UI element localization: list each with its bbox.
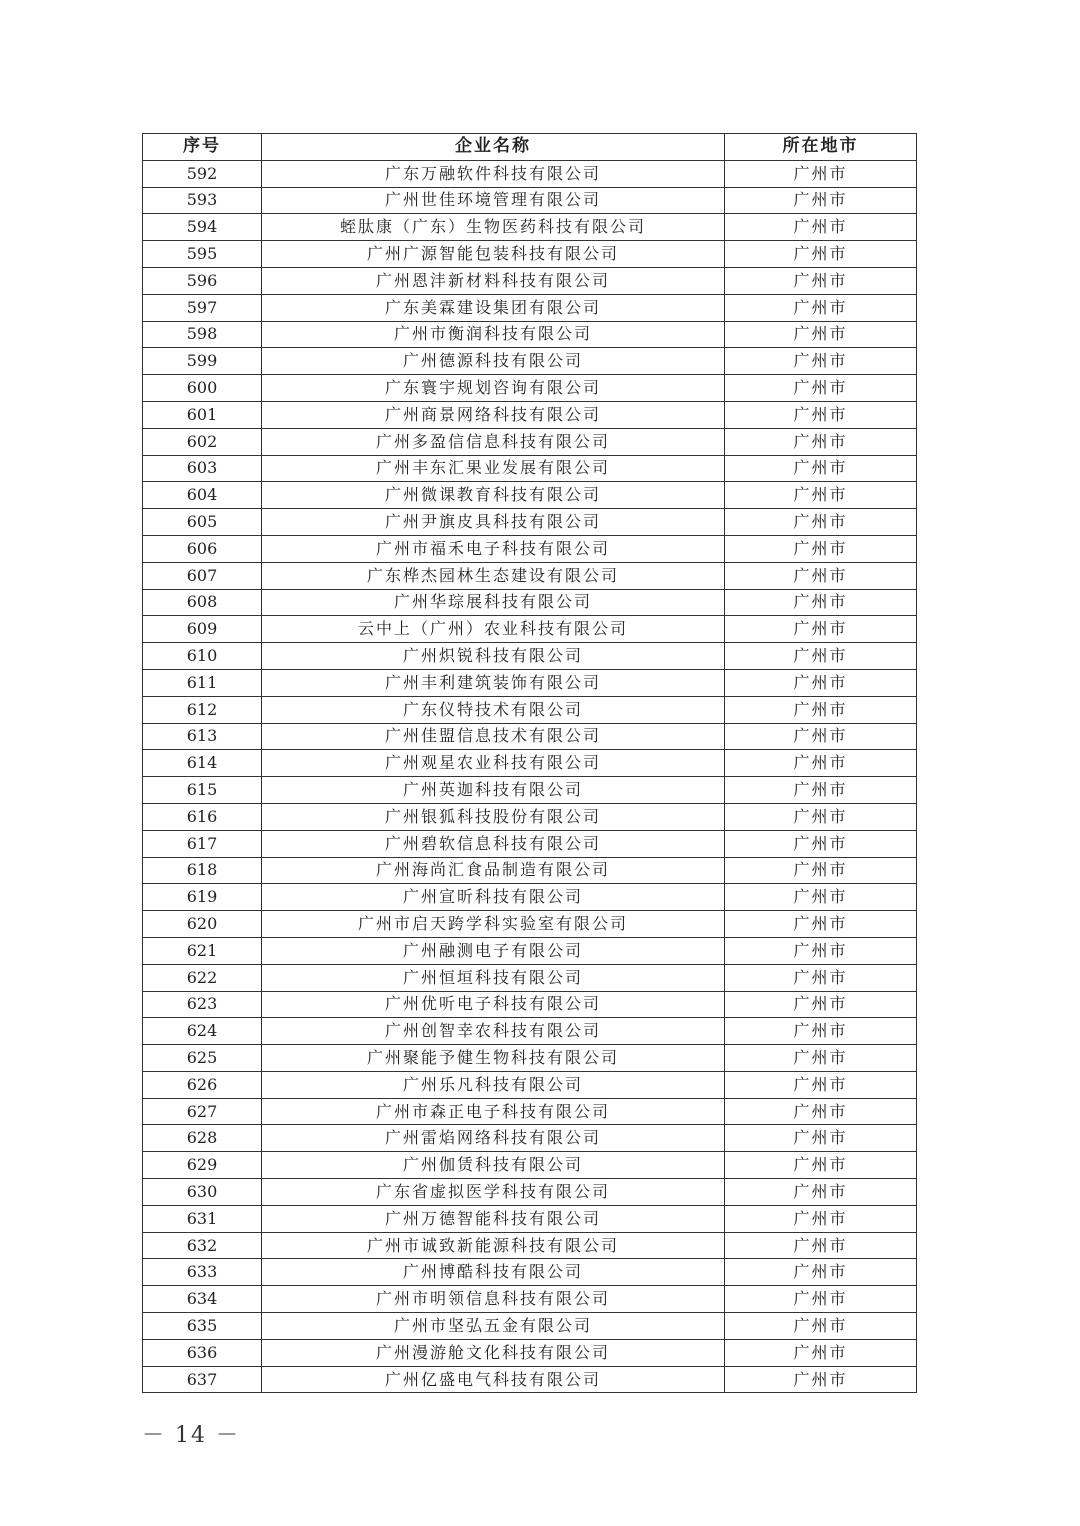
city-cell: 广州市 xyxy=(725,1232,917,1259)
table-row xyxy=(143,1018,917,1045)
table-row xyxy=(143,241,917,268)
company-name-cell: 广州乐凡科技有限公司 xyxy=(262,1071,725,1098)
company-name-cell: 广东仪特技术有限公司 xyxy=(262,696,725,723)
city-cell: 广州市 xyxy=(725,1286,917,1313)
table-row xyxy=(143,750,917,777)
company-name-cell: 广州市福禾电子科技有限公司 xyxy=(262,535,725,562)
company-name-cell: 广州万德智能科技有限公司 xyxy=(262,1205,725,1232)
seq-cell: 607 xyxy=(143,562,262,589)
seq-cell: 603 xyxy=(143,455,262,482)
city-cell: 广州市 xyxy=(725,214,917,241)
seq-cell: 617 xyxy=(143,830,262,857)
city-cell: 广州市 xyxy=(725,803,917,830)
company-name-cell: 蛭肽康（广东）生物医药科技有限公司 xyxy=(262,214,725,241)
seq-cell: 630 xyxy=(143,1179,262,1206)
city-cell: 广州市 xyxy=(725,937,917,964)
seq-cell: 625 xyxy=(143,1045,262,1072)
company-name-cell: 广州恒垣科技有限公司 xyxy=(262,964,725,991)
company-list-table xyxy=(142,133,917,1393)
company-name-cell: 广州恩沣新材料科技有限公司 xyxy=(262,267,725,294)
table-row xyxy=(143,696,917,723)
table-row xyxy=(143,1232,917,1259)
company-name-cell: 广东万融软件科技有限公司 xyxy=(262,160,725,187)
table-row xyxy=(143,1286,917,1313)
table-row xyxy=(143,321,917,348)
table-row xyxy=(143,482,917,509)
city-cell: 广州市 xyxy=(725,1098,917,1125)
table-row xyxy=(143,991,917,1018)
city-cell: 广州市 xyxy=(725,267,917,294)
company-name-cell: 广州海尚汇食品制造有限公司 xyxy=(262,857,725,884)
city-cell: 广州市 xyxy=(725,1125,917,1152)
company-name-cell: 广州碧软信息科技有限公司 xyxy=(262,830,725,857)
seq-cell: 599 xyxy=(143,348,262,375)
city-cell: 广州市 xyxy=(725,857,917,884)
seq-cell: 611 xyxy=(143,669,262,696)
table-row xyxy=(143,455,917,482)
seq-cell: 598 xyxy=(143,321,262,348)
seq-cell: 632 xyxy=(143,1232,262,1259)
header-city: 所在地市 xyxy=(725,134,917,161)
company-name-cell: 广州尹旗皮具科技有限公司 xyxy=(262,509,725,536)
table-row xyxy=(143,857,917,884)
table-row xyxy=(143,535,917,562)
company-name-cell: 广州漫游舱文化科技有限公司 xyxy=(262,1339,725,1366)
seq-cell: 594 xyxy=(143,214,262,241)
company-name-cell: 广州融测电子有限公司 xyxy=(262,937,725,964)
seq-cell: 605 xyxy=(143,509,262,536)
company-name-cell: 广州聚能予健生物科技有限公司 xyxy=(262,1045,725,1072)
table-header-row xyxy=(143,134,917,161)
seq-cell: 596 xyxy=(143,267,262,294)
city-cell: 广州市 xyxy=(725,884,917,911)
company-name-cell: 广州宣昕科技有限公司 xyxy=(262,884,725,911)
page-number: － 14 － xyxy=(142,1423,240,1448)
table-row xyxy=(143,1152,917,1179)
table-row xyxy=(143,643,917,670)
city-cell: 广州市 xyxy=(725,696,917,723)
table-row xyxy=(143,267,917,294)
city-cell: 广州市 xyxy=(725,294,917,321)
seq-cell: 634 xyxy=(143,1286,262,1313)
city-cell: 广州市 xyxy=(725,241,917,268)
city-cell: 广州市 xyxy=(725,160,917,187)
table-row xyxy=(143,348,917,375)
city-cell: 广州市 xyxy=(725,1179,917,1206)
city-cell: 广州市 xyxy=(725,1366,917,1393)
seq-cell: 628 xyxy=(143,1125,262,1152)
seq-cell: 612 xyxy=(143,696,262,723)
table-row xyxy=(143,937,917,964)
header-seq: 序号 xyxy=(143,134,262,161)
table-row xyxy=(143,1259,917,1286)
table-body xyxy=(143,160,917,1393)
seq-cell: 629 xyxy=(143,1152,262,1179)
table-row xyxy=(143,777,917,804)
seq-cell: 622 xyxy=(143,964,262,991)
company-name-cell: 广州亿盛电气科技有限公司 xyxy=(262,1366,725,1393)
seq-cell: 604 xyxy=(143,482,262,509)
company-name-cell: 广州微课教育科技有限公司 xyxy=(262,482,725,509)
seq-cell: 602 xyxy=(143,428,262,455)
city-cell: 广州市 xyxy=(725,1339,917,1366)
city-cell: 广州市 xyxy=(725,1205,917,1232)
table-row xyxy=(143,964,917,991)
seq-cell: 637 xyxy=(143,1366,262,1393)
city-cell: 广州市 xyxy=(725,723,917,750)
company-name-cell: 广东桦杰园林生态建设有限公司 xyxy=(262,562,725,589)
seq-cell: 624 xyxy=(143,1018,262,1045)
city-cell: 广州市 xyxy=(725,1045,917,1072)
company-name-cell: 云中上（广州）农业科技有限公司 xyxy=(262,616,725,643)
seq-cell: 618 xyxy=(143,857,262,884)
company-name-cell: 广州商景网络科技有限公司 xyxy=(262,401,725,428)
company-name-cell: 广州优听电子科技有限公司 xyxy=(262,991,725,1018)
city-cell: 广州市 xyxy=(725,1259,917,1286)
company-name-cell: 广州炽锐科技有限公司 xyxy=(262,643,725,670)
city-cell: 广州市 xyxy=(725,830,917,857)
company-name-cell: 广州佳盟信息技术有限公司 xyxy=(262,723,725,750)
company-name-cell: 广州广源智能包装科技有限公司 xyxy=(262,241,725,268)
seq-cell: 631 xyxy=(143,1205,262,1232)
seq-cell: 606 xyxy=(143,535,262,562)
city-cell: 广州市 xyxy=(725,187,917,214)
city-cell: 广州市 xyxy=(725,777,917,804)
seq-cell: 610 xyxy=(143,643,262,670)
company-name-cell: 广州英迦科技有限公司 xyxy=(262,777,725,804)
seq-cell: 593 xyxy=(143,187,262,214)
seq-cell: 601 xyxy=(143,401,262,428)
city-cell: 广州市 xyxy=(725,509,917,536)
company-name-cell: 广州市明领信息科技有限公司 xyxy=(262,1286,725,1313)
table-row xyxy=(143,1313,917,1340)
table-row xyxy=(143,1179,917,1206)
company-name-cell: 广州丰东汇果业发展有限公司 xyxy=(262,455,725,482)
seq-cell: 613 xyxy=(143,723,262,750)
company-name-cell: 广州雷焰网络科技有限公司 xyxy=(262,1125,725,1152)
company-name-cell: 广州创智幸农科技有限公司 xyxy=(262,1018,725,1045)
city-cell: 广州市 xyxy=(725,1313,917,1340)
city-cell: 广州市 xyxy=(725,348,917,375)
seq-cell: 620 xyxy=(143,911,262,938)
table-row xyxy=(143,1125,917,1152)
seq-cell: 608 xyxy=(143,589,262,616)
table-row xyxy=(143,803,917,830)
seq-cell: 627 xyxy=(143,1098,262,1125)
company-name-cell: 广州德源科技有限公司 xyxy=(262,348,725,375)
seq-cell: 633 xyxy=(143,1259,262,1286)
table-row xyxy=(143,1045,917,1072)
company-name-cell: 广州丰利建筑装饰有限公司 xyxy=(262,669,725,696)
company-name-cell: 广州博酷科技有限公司 xyxy=(262,1259,725,1286)
table-row xyxy=(143,375,917,402)
table-row xyxy=(143,562,917,589)
company-name-cell: 广州观星农业科技有限公司 xyxy=(262,750,725,777)
table-row xyxy=(143,428,917,455)
table-row xyxy=(143,911,917,938)
company-name-cell: 广州市启天跨学科实验室有限公司 xyxy=(262,911,725,938)
company-name-cell: 广州市坚弘五金有限公司 xyxy=(262,1313,725,1340)
city-cell: 广州市 xyxy=(725,1018,917,1045)
table-row xyxy=(143,401,917,428)
city-cell: 广州市 xyxy=(725,535,917,562)
city-cell: 广州市 xyxy=(725,562,917,589)
seq-cell: 621 xyxy=(143,937,262,964)
seq-cell: 616 xyxy=(143,803,262,830)
table-row xyxy=(143,214,917,241)
seq-cell: 619 xyxy=(143,884,262,911)
table-row xyxy=(143,1339,917,1366)
table-row xyxy=(143,589,917,616)
city-cell: 广州市 xyxy=(725,750,917,777)
table-row xyxy=(143,884,917,911)
seq-cell: 600 xyxy=(143,375,262,402)
company-name-cell: 广州市衡润科技有限公司 xyxy=(262,321,725,348)
company-name-cell: 广州多盈信信息科技有限公司 xyxy=(262,428,725,455)
seq-cell: 609 xyxy=(143,616,262,643)
table-row xyxy=(143,669,917,696)
city-cell: 广州市 xyxy=(725,455,917,482)
city-cell: 广州市 xyxy=(725,911,917,938)
company-name-cell: 广东美霖建设集团有限公司 xyxy=(262,294,725,321)
city-cell: 广州市 xyxy=(725,482,917,509)
table-row xyxy=(143,294,917,321)
table-row xyxy=(143,160,917,187)
city-cell: 广州市 xyxy=(725,401,917,428)
table-row xyxy=(143,1366,917,1393)
seq-cell: 595 xyxy=(143,241,262,268)
seq-cell: 592 xyxy=(143,160,262,187)
city-cell: 广州市 xyxy=(725,991,917,1018)
company-name-cell: 广州华琮展科技有限公司 xyxy=(262,589,725,616)
company-name-cell: 广东省虚拟医学科技有限公司 xyxy=(262,1179,725,1206)
seq-cell: 614 xyxy=(143,750,262,777)
table-row xyxy=(143,1205,917,1232)
company-name-cell: 广州市森正电子科技有限公司 xyxy=(262,1098,725,1125)
company-name-cell: 广州市诚致新能源科技有限公司 xyxy=(262,1232,725,1259)
table-row xyxy=(143,723,917,750)
table-row xyxy=(143,187,917,214)
city-cell: 广州市 xyxy=(725,616,917,643)
table-row xyxy=(143,1071,917,1098)
table-row xyxy=(143,830,917,857)
seq-cell: 635 xyxy=(143,1313,262,1340)
city-cell: 广州市 xyxy=(725,428,917,455)
seq-cell: 615 xyxy=(143,777,262,804)
city-cell: 广州市 xyxy=(725,375,917,402)
company-name-cell: 广东寰宇规划咨询有限公司 xyxy=(262,375,725,402)
table-row xyxy=(143,616,917,643)
city-cell: 广州市 xyxy=(725,1152,917,1179)
company-name-cell: 广州银狐科技股份有限公司 xyxy=(262,803,725,830)
city-cell: 广州市 xyxy=(725,643,917,670)
seq-cell: 626 xyxy=(143,1071,262,1098)
company-name-cell: 广州伽赁科技有限公司 xyxy=(262,1152,725,1179)
city-cell: 广州市 xyxy=(725,669,917,696)
company-name-cell: 广州世佳环境管理有限公司 xyxy=(262,187,725,214)
seq-cell: 623 xyxy=(143,991,262,1018)
city-cell: 广州市 xyxy=(725,1071,917,1098)
city-cell: 广州市 xyxy=(725,321,917,348)
header-company-name: 企业名称 xyxy=(262,134,725,161)
city-cell: 广州市 xyxy=(725,589,917,616)
seq-cell: 597 xyxy=(143,294,262,321)
table-row xyxy=(143,1098,917,1125)
table-row xyxy=(143,509,917,536)
city-cell: 广州市 xyxy=(725,964,917,991)
seq-cell: 636 xyxy=(143,1339,262,1366)
